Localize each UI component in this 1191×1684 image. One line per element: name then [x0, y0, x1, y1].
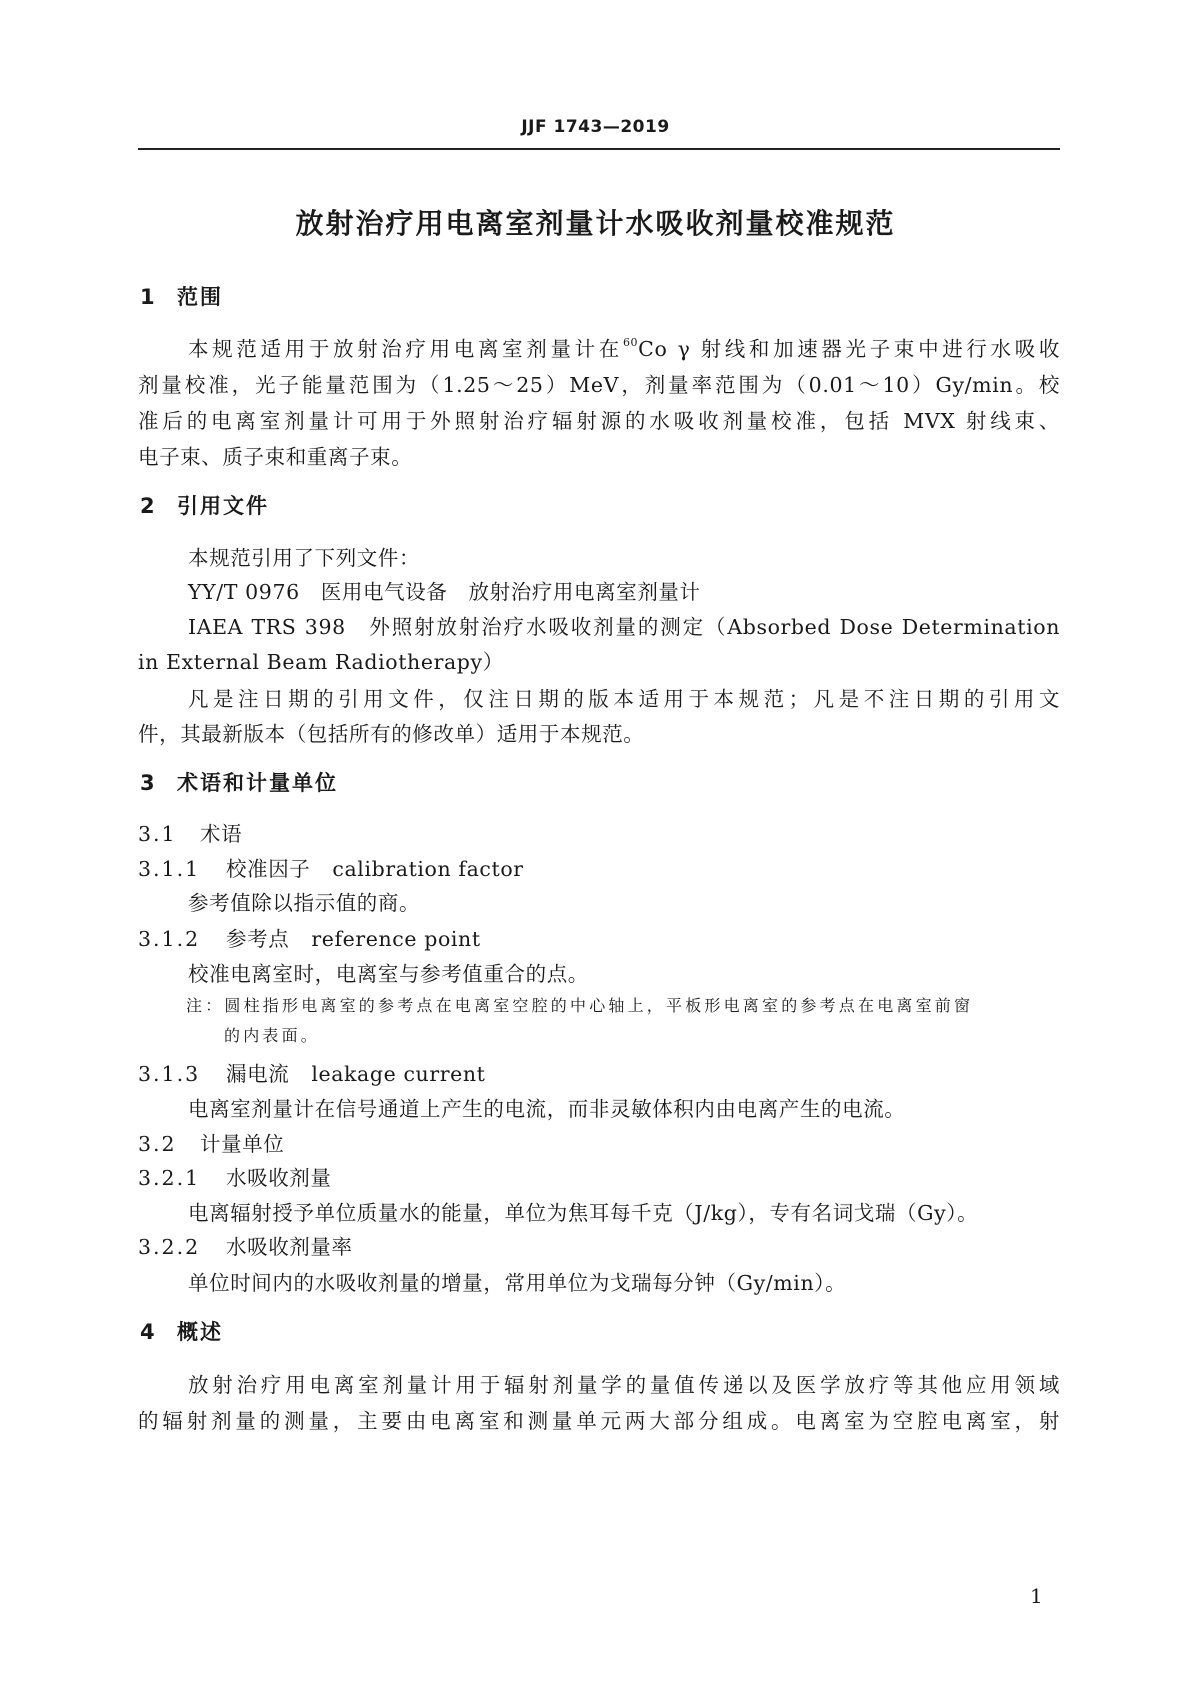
header-rule — [138, 148, 1060, 150]
term-number: 3.2.2 — [138, 1235, 201, 1259]
section-4-paragraph-line-1: 放射治疗用电离室剂量计用于辐射剂量学的量值传递以及医学放疗等其他应用领域 — [188, 1373, 1060, 1397]
term-3-1-3-definition: 电离室剂量计在信号通道上产生的电流，而非灵敏体积内由电离产生的电流。 — [188, 1097, 906, 1121]
section-title: 引用文件 — [177, 494, 269, 518]
term-number: 3.1.3 — [138, 1062, 201, 1086]
term-3-1-2 — [138, 922, 481, 952]
term-label: 参考点 — [226, 927, 290, 951]
subsection-number: 3.1 — [138, 822, 177, 846]
document-code-header: JJF 1743—2019 — [521, 117, 670, 137]
term-3-1-2-definition: 校准电离室时，电离室与参考值重合的点。 — [188, 962, 589, 986]
term-3-1-1 — [138, 852, 524, 882]
text-segment: Co γ 射线和加速器光子束中进行水吸收 — [638, 337, 1060, 361]
section-title: 概述 — [177, 1320, 223, 1344]
section-4-heading — [140, 1316, 223, 1346]
section-2-intro: 本规范引用了下列文件： — [188, 546, 421, 570]
term-number: 3.2.1 — [138, 1166, 201, 1190]
term-number: 3.1.1 — [138, 857, 201, 881]
subsection-title: 计量单位 — [200, 1132, 285, 1156]
term-3-2-2-definition: 单位时间内的水吸收剂量的增量，常用单位为戈瑞每分钟（Gy/min）。 — [188, 1271, 847, 1295]
term-label: 水吸收剂量率 — [226, 1235, 353, 1259]
section-1-paragraph-line-2: 剂量校准，光子能量范围为（1.25～25）MeV，剂量率范围为（0.01～10）Gy/min。校 — [138, 373, 1060, 397]
section-3-heading — [140, 767, 338, 797]
section-1-paragraph-line-4: 电子束、质子束和重离子束。 — [138, 445, 413, 469]
term-3-1-2-note-line-1: 注：圆柱指形电离室的参考点在电离室空腔的中心轴上，平板形电离室的参考点在电离室前窗 — [186, 996, 974, 1015]
term-label: 水吸收剂量 — [226, 1166, 332, 1190]
reference-2-line-1: IAEA TRS 398 外照射放射治疗水吸收剂量的测定（Absorbed Dose Determination — [188, 615, 1060, 639]
text-segment: 本规范适用于放射治疗用电离室剂量计在 — [188, 337, 623, 361]
subsection-title: 术语 — [200, 822, 243, 846]
term-label: 漏电流 — [226, 1062, 290, 1086]
subsection-number: 3.2 — [138, 1132, 177, 1156]
term-3-2-2 — [138, 1230, 353, 1260]
section-4-paragraph-line-2: 的辐射剂量的测量，主要由电离室和测量单元两大部分组成。电离室为空腔电离室，射 — [138, 1409, 1060, 1433]
term-3-1-3 — [138, 1057, 486, 1087]
section-number: 3 — [140, 771, 157, 795]
section-2-heading — [140, 490, 269, 520]
section-number: 4 — [140, 1320, 157, 1344]
section-title: 范围 — [177, 285, 223, 309]
subsection-3-2 — [138, 1127, 284, 1157]
term-english: leakage current — [311, 1062, 486, 1086]
term-english: reference point — [311, 927, 481, 951]
term-english: calibration factor — [332, 857, 524, 881]
section-number: 1 — [140, 285, 157, 309]
term-label: 校准因子 — [226, 857, 311, 881]
term-3-1-2-note-line-2: 的内表面。 — [224, 1026, 321, 1045]
subsection-3-1 — [138, 817, 242, 847]
term-3-1-1-definition: 参考值除以指示值的商。 — [188, 891, 421, 915]
section-2-paragraph-line-1: 凡是注日期的引用文件，仅注日期的版本适用于本规范；凡是不注日期的引用文 — [188, 687, 1060, 711]
term-3-2-1-definition: 电离辐射授予单位质量水的能量，单位为焦耳每千克（J/kg），专有名词戈瑞（Gy）。 — [188, 1201, 979, 1225]
section-1-paragraph-line-1 — [188, 332, 1060, 362]
section-title: 术语和计量单位 — [177, 771, 338, 795]
section-number: 2 — [140, 494, 157, 518]
term-3-2-1 — [138, 1161, 332, 1191]
reference-2-line-2: in External Beam Radiotherapy） — [138, 650, 504, 674]
isotope-superscript: 60 — [622, 336, 639, 349]
section-2-paragraph-line-2: 件，其最新版本（包括所有的修改单）适用于本规范。 — [138, 722, 645, 746]
section-1-heading — [140, 281, 223, 311]
section-1-paragraph-line-3: 准后的电离室剂量计可用于外照射治疗辐射源的水吸收剂量校准，包括 MVX 射线束、 — [138, 409, 1060, 433]
page-number: 1 — [1030, 1584, 1043, 1608]
term-number: 3.1.2 — [138, 927, 201, 951]
document-title: 放射治疗用电离室剂量计水吸收剂量校准规范 — [295, 207, 896, 240]
reference-1: YY/T 0976 医用电气设备 放射治疗用电离室剂量计 — [188, 580, 701, 604]
